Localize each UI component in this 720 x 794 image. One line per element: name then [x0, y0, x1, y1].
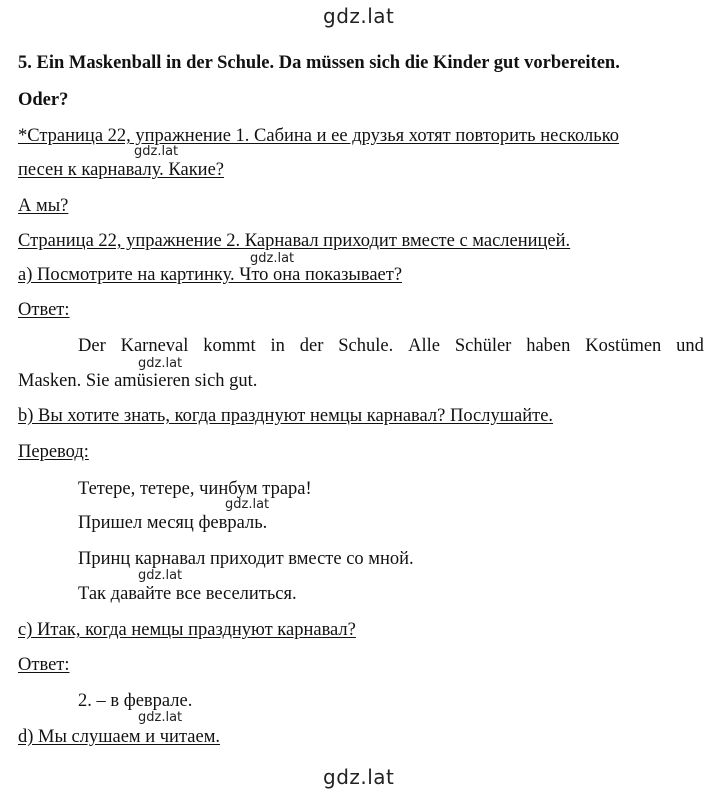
poem-line-3: Принц карнавал приходит вместе со мной.	[78, 549, 414, 569]
answer1-line1: Der Karneval kommt in der Schule. Alle Schüler haben Kostümen und	[78, 336, 704, 356]
poem-line-1: Тетере, тетере, чинбум трара!	[78, 479, 312, 499]
answer-label: Ответ:	[18, 655, 70, 675]
translation-label: Перевод:	[18, 442, 89, 462]
task1-line1: *Страница 22, упражнение 1. Сабина и ее друзья хотят повторить несколько	[18, 126, 619, 146]
task-b-line: b) Вы хотите знать, когда празднуют немцы карнавал? Послушайте.	[18, 406, 554, 426]
watermark-top: gdz.lat	[323, 4, 395, 28]
answer1-line2: Masken. Sie amüsieren sich gut.	[18, 371, 258, 391]
watermark-inline: gdz.lat	[138, 568, 183, 583]
poem-line-2: Пришел месяц февраль.	[78, 513, 268, 533]
answer-label: Ответ:	[18, 300, 70, 320]
watermark-inline: gdz.lat	[134, 144, 179, 159]
watermark-inline: gdz.lat	[225, 497, 270, 512]
watermark-inline: gdz.lat	[138, 356, 183, 371]
task-a-line: а) Посмотрите на картинку. Что она показывает?	[18, 265, 403, 285]
exercise-heading-line2: Oder?	[18, 90, 69, 110]
a-my-line: А мы?	[18, 196, 69, 216]
exercise-heading-line1: 5. Ein Maskenball in der Schule. Da müssen sich die Kinder gut vorbereiten.	[18, 53, 620, 73]
poem-line-4: Так давайте все веселиться.	[78, 584, 297, 604]
task-d-line: d) Мы слушаем и читаем.	[18, 727, 221, 747]
task2-line: Страница 22, упражнение 2. Карнавал приходит вместе с масленицей.	[18, 231, 571, 251]
task-c-line: c) Итак, когда немцы празднуют карнавал?	[18, 620, 356, 640]
watermark-inline: gdz.lat	[250, 251, 295, 266]
watermark-inline: gdz.lat	[138, 710, 183, 725]
task1-line2: песен к карнавалу. Какие?	[18, 160, 225, 180]
answer2-line: 2. – в феврале.	[78, 691, 193, 711]
watermark-bottom: gdz.lat	[323, 765, 395, 789]
